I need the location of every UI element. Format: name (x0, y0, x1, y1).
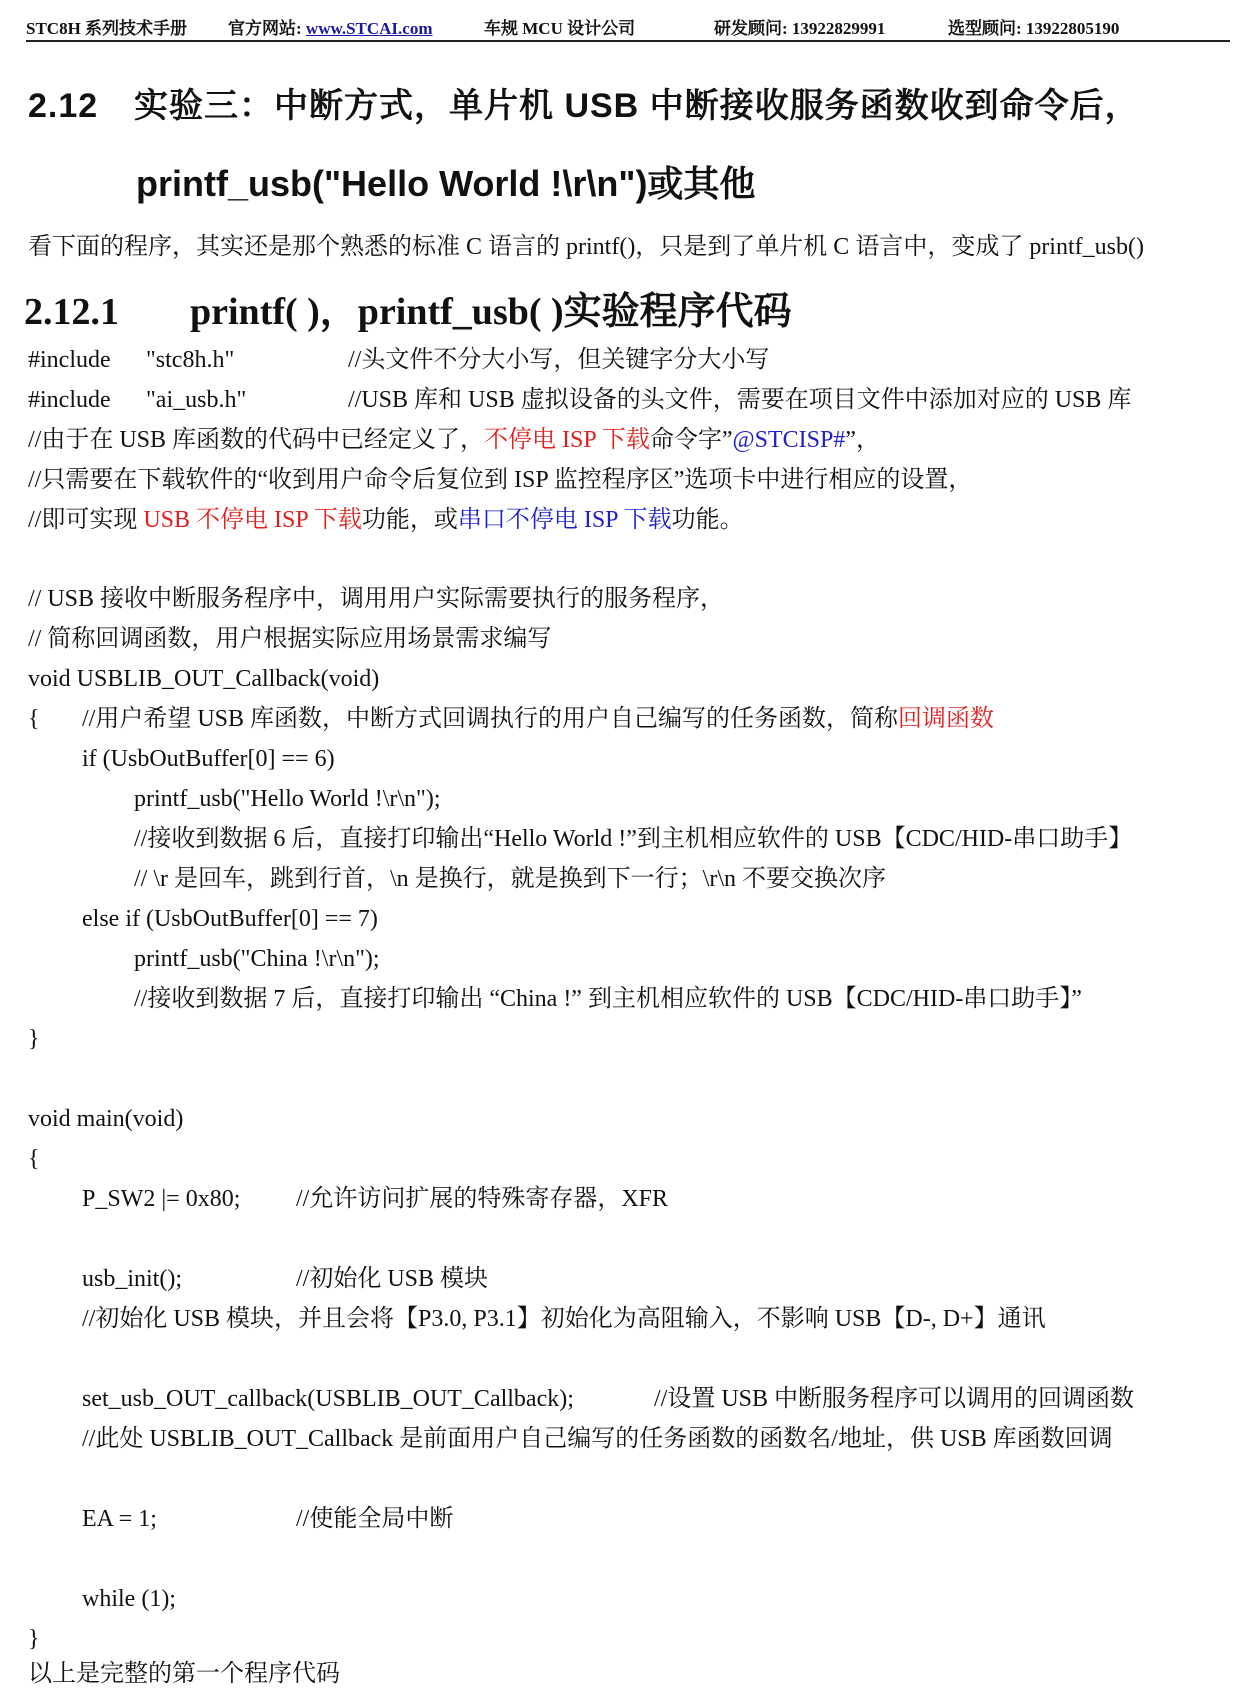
printf-call-2: printf_usb("China !\r\n"); (134, 946, 380, 972)
comment-text: //用户希望 USB 库函数，中断方式回调执行的用户自己编写的任务函数，简称 (82, 706, 899, 732)
if-statement-1: if (UsbOutBuffer[0] == 6) (82, 746, 335, 772)
include-file-2: "ai_usb.h" (146, 387, 247, 413)
comment-line-5: // 简称回调函数，用户根据实际应用场景需求编写 (28, 626, 552, 652)
comment-text: ”， (845, 427, 880, 453)
include-comment-1: //头文件不分大小写，但关键字分大小写 (348, 347, 770, 373)
include-line-2 (28, 386, 111, 415)
psw-statement: P_SW2 |= 0x80; (82, 1186, 241, 1212)
psw-comment: //允许访问扩展的特殊寄存器，XFR (296, 1186, 669, 1212)
ea-comment: //使能全局中断 (296, 1506, 454, 1532)
intro-paragraph: 看下面的程序，其实还是那个熟悉的标准 C 语言的 printf()，只是到了单片机 C 语言中，变成了 printf_usb() (28, 234, 1144, 260)
comment-text: 命令字” (649, 427, 733, 453)
comment-text: 功能，或 (361, 507, 458, 533)
comment-text: 功能。 (671, 507, 744, 533)
section-heading (28, 78, 1140, 127)
ea-statement: EA = 1; (82, 1506, 157, 1532)
callback-open-brace: { (28, 706, 40, 732)
subsection-heading (24, 280, 792, 335)
set-callback-comment-2: //此处 USBLIB_OUT_Callback 是前面用户自己编写的任务函数的函数名/地址，供 USB 库函数回调 (82, 1426, 1113, 1452)
highlight-blue: @STCISP# (732, 427, 846, 453)
comment-line-4: // USB 接收中断服务程序中，调用用户实际需要执行的服务程序， (28, 586, 725, 612)
highlight-red: 回调函数 (898, 706, 995, 732)
printf-call-1: printf_usb("Hello World !\r\n"); (134, 786, 441, 812)
subsection-number: 2.12.1 (24, 291, 119, 333)
comment-text: //即可实现 (28, 507, 144, 533)
section-title: 实验三：中断方式，单片机 USB 中断接收服务函数收到命令后， (134, 87, 1140, 125)
callback-declaration: void USBLIB_OUT_Callback(void) (28, 666, 380, 692)
section-heading-line2: printf_usb("Hello World !\r\n")或其他 (136, 163, 756, 204)
if-statement-2: else if (UsbOutBuffer[0] == 7) (82, 906, 378, 932)
comment-line-2: //只需要在下载软件的“收到用户命令后复位到 ISP 监控程序区”选项卡中进行相应的设置， (28, 467, 973, 493)
set-callback-comment: //设置 USB 中断服务程序可以调用的回调函数 (654, 1386, 1135, 1412)
usb-init-comment: //初始化 USB 模块 (296, 1266, 489, 1292)
set-callback-statement: set_usb_OUT_callback(USBLIB_OUT_Callback); (82, 1386, 574, 1412)
highlight-red: USB 不停电 ISP 下载 (143, 507, 362, 533)
callback-comment (82, 705, 994, 734)
include-file-1: "stc8h.h" (146, 347, 235, 373)
manual-title: STC8H 系列技术手册 (26, 19, 188, 38)
callback-close-brace: } (28, 1026, 40, 1052)
usb-init-statement: usb_init(); (82, 1266, 182, 1292)
outro-text: 以上是完整的第一个程序代码 (28, 1661, 340, 1687)
section-number: 2.12 (28, 87, 99, 125)
main-declaration: void main(void) (28, 1106, 184, 1132)
company-tagline: 车规 MCU 设计公司 (484, 19, 636, 38)
rd-advisor: 研发顾问: 13922829991 (714, 19, 886, 38)
printf-comment-3: //接收到数据 7 后，直接打印输出 “China !” 到主机相应软件的 USB【CDC/HID-串口助手】” (134, 986, 1082, 1012)
comment-text: //由于在 USB 库函数的代码中已经定义了， (28, 427, 485, 453)
printf-comment-1: //接收到数据 6 后，直接打印输出“Hello World !”到主机相应软件的 USB【CDC/HID-串口助手】 (134, 826, 1133, 852)
site-link[interactable]: www.STCAI.com (305, 19, 433, 38)
highlight-blue: 串口不停电 ISP 下载 (457, 507, 672, 533)
include-keyword: #include (28, 347, 111, 373)
comment-line-3 (28, 506, 744, 535)
page-header (26, 12, 1230, 42)
site-label: 官方网站: (228, 19, 306, 38)
subsection-title: printf( )，printf_usb( )实验程序代码 (190, 291, 792, 333)
printf-comment-2: // \r 是回车，跳到行首，\n 是换行，就是换到下一行；\r\n 不要交换次序 (134, 866, 886, 892)
while-statement: while (1); (82, 1586, 176, 1612)
include-comment-2: //USB 库和 USB 虚拟设备的头文件，需要在项目文件中添加对应的 USB 库 (348, 387, 1132, 413)
main-close-brace: } (28, 1626, 40, 1652)
selection-advisor: 选型顾问: 13922805190 (948, 19, 1120, 38)
include-line-1 (28, 346, 111, 375)
include-keyword: #include (28, 387, 111, 413)
comment-line-1 (28, 426, 880, 455)
official-site (228, 14, 432, 39)
highlight-red: 不停电 ISP 下载 (484, 427, 650, 453)
main-open-brace: { (28, 1146, 40, 1172)
usb-init-comment-2: //初始化 USB 模块，并且会将【P3.0, P3.1】初始化为高阻输入，不影响 USB【D-, D+】通讯 (82, 1306, 1046, 1332)
